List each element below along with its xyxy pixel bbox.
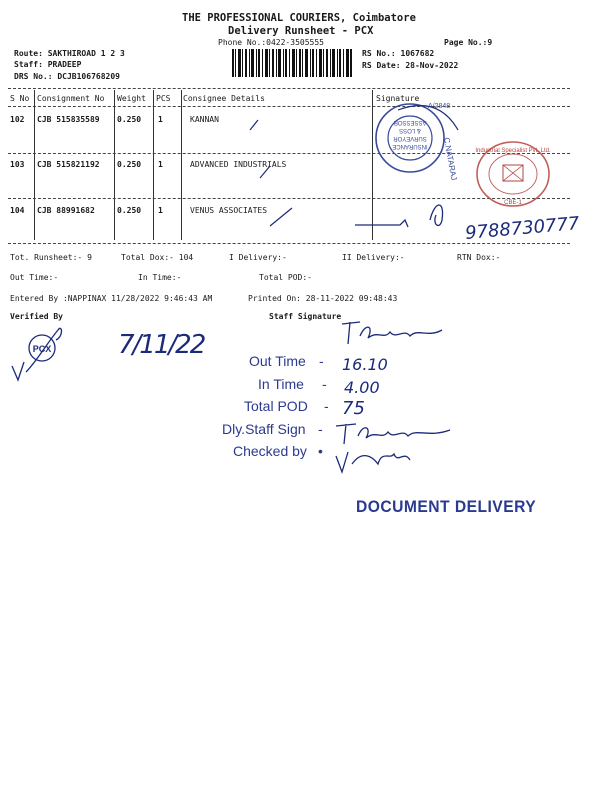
out-time: Out Time:- xyxy=(10,273,59,282)
drs-number: DRS No.: DCJB106768209 xyxy=(14,72,120,81)
stamp-dash: - xyxy=(319,353,324,369)
dly-staff-signature xyxy=(332,420,462,480)
stamp-dly-staff-sign-label: Dly.Staff Sign xyxy=(222,421,306,437)
rs-date: RS Date: 28-Nov-2022 xyxy=(362,61,459,70)
row-consignee: VENUS ASSOCIATES xyxy=(190,206,268,215)
document-subtitle: Delivery Runsheet - PCX xyxy=(228,25,374,37)
staff-signature xyxy=(338,316,458,348)
total-runsheet: Tot. Runsheet:- 9 xyxy=(10,253,92,262)
divider xyxy=(8,106,570,107)
document-title: THE PROFESSIONAL COURIERS, Coimbatore xyxy=(182,12,416,24)
insurance-surveyor-stamp xyxy=(358,100,468,180)
phone-number: Phone No.:0422-3505555 xyxy=(218,38,324,47)
row-weight: 0.250 xyxy=(117,206,142,215)
stamp-dash: - xyxy=(322,376,327,392)
rtn-dox: RTN Dox:- xyxy=(457,253,501,262)
entered-by: Entered By :NAPPINAX 11/28/2022 9:46:43 AM xyxy=(10,294,213,303)
row-sno: 103 xyxy=(10,160,25,169)
divider xyxy=(8,88,570,89)
row-weight: 0.250 xyxy=(117,115,142,124)
svg-text:PCX: PCX xyxy=(32,344,52,354)
svg-text:INSURANCE: INSURANCE xyxy=(392,143,428,149)
stamp-dash: - xyxy=(318,421,323,437)
staff-signature-label: Staff Signature xyxy=(269,312,342,321)
col-header-consignee: Consignee Details xyxy=(183,94,265,103)
stamp-total-pod-label: Total POD xyxy=(244,398,308,414)
col-header-consignment: Consignment No xyxy=(37,94,105,103)
ii-delivery: II Delivery:- xyxy=(342,253,405,262)
row-consignment: CJB 515835589 xyxy=(37,115,100,124)
row-pcs: 1 xyxy=(158,206,163,215)
row-consignee: KANNAN xyxy=(190,115,219,124)
total-pod: Total POD:- xyxy=(259,273,312,282)
stamp-out-time-value: 16.10 xyxy=(342,355,388,374)
route: Route: SAKTHIROAD 1 2 3 xyxy=(14,49,125,58)
stamp-total-pod-value: 75 xyxy=(342,398,365,419)
date-scribble: 7/11/22 xyxy=(118,330,205,360)
column-line xyxy=(34,90,35,240)
stamp-dash: • xyxy=(318,443,323,459)
svg-text:ASSESSOR: ASSESSOR xyxy=(393,119,427,125)
row-pcs: 1 xyxy=(158,160,163,169)
svg-text:& LOSS: & LOSS xyxy=(399,127,421,133)
row-pcs: 1 xyxy=(158,115,163,124)
row-consignment: CJB 88991682 xyxy=(37,206,95,215)
staff: Staff: PRADEEP xyxy=(14,60,82,69)
column-line xyxy=(181,90,182,240)
row-sno: 104 xyxy=(10,206,25,215)
printed-on: Printed On: 28-11-2022 09:48:43 xyxy=(248,294,398,303)
col-header-pcs: PCS xyxy=(156,94,171,103)
pcx-stamp xyxy=(8,322,78,382)
stamp-in-time-value: 4.00 xyxy=(344,378,380,397)
stamp-in-time-label: In Time xyxy=(258,376,304,392)
page-number: Page No.:9 xyxy=(444,38,493,47)
row-sno: 102 xyxy=(10,115,25,124)
phone-scribble: 9788730777 xyxy=(464,213,581,244)
row-consignee: ADVANCED INDUSTRIALS xyxy=(190,160,287,169)
col-header-weight: Weight xyxy=(117,94,146,103)
svg-text:CBE-1: CBE-1 xyxy=(504,200,522,206)
stamp-out-time-label: Out Time xyxy=(249,353,306,369)
row-consignment: CJB 515821192 xyxy=(37,160,100,169)
barcode xyxy=(232,49,352,77)
total-dox: Total Dox:- 104 xyxy=(121,253,194,262)
stamp-checked-by-label: Checked by xyxy=(233,443,307,459)
in-time: In Time:- xyxy=(138,273,182,282)
column-line xyxy=(114,90,115,240)
stamp-dash: - xyxy=(324,398,329,414)
column-line xyxy=(153,90,154,240)
svg-text:A/2848: A/2848 xyxy=(428,103,451,110)
document-delivery-stamp: DOCUMENT DELIVERY xyxy=(356,497,537,516)
delivery-ticks xyxy=(230,118,370,238)
rs-number: RS No.: 1067682 xyxy=(362,49,435,58)
svg-text:SURVEYOR: SURVEYOR xyxy=(393,135,427,141)
col-header-signature: Signature xyxy=(376,94,420,103)
i-delivery: I Delivery:- xyxy=(229,253,287,262)
svg-text:Industrial Specialist Pvt. Ltd: Industrial Specialist Pvt. Ltd. xyxy=(475,148,551,154)
row-weight: 0.250 xyxy=(117,160,142,169)
verified-by-label: Verified By xyxy=(10,312,63,321)
col-header-sno: S No xyxy=(10,94,30,103)
svg-text:C.NATARAJAN: C.NATARAJAN xyxy=(442,136,461,180)
